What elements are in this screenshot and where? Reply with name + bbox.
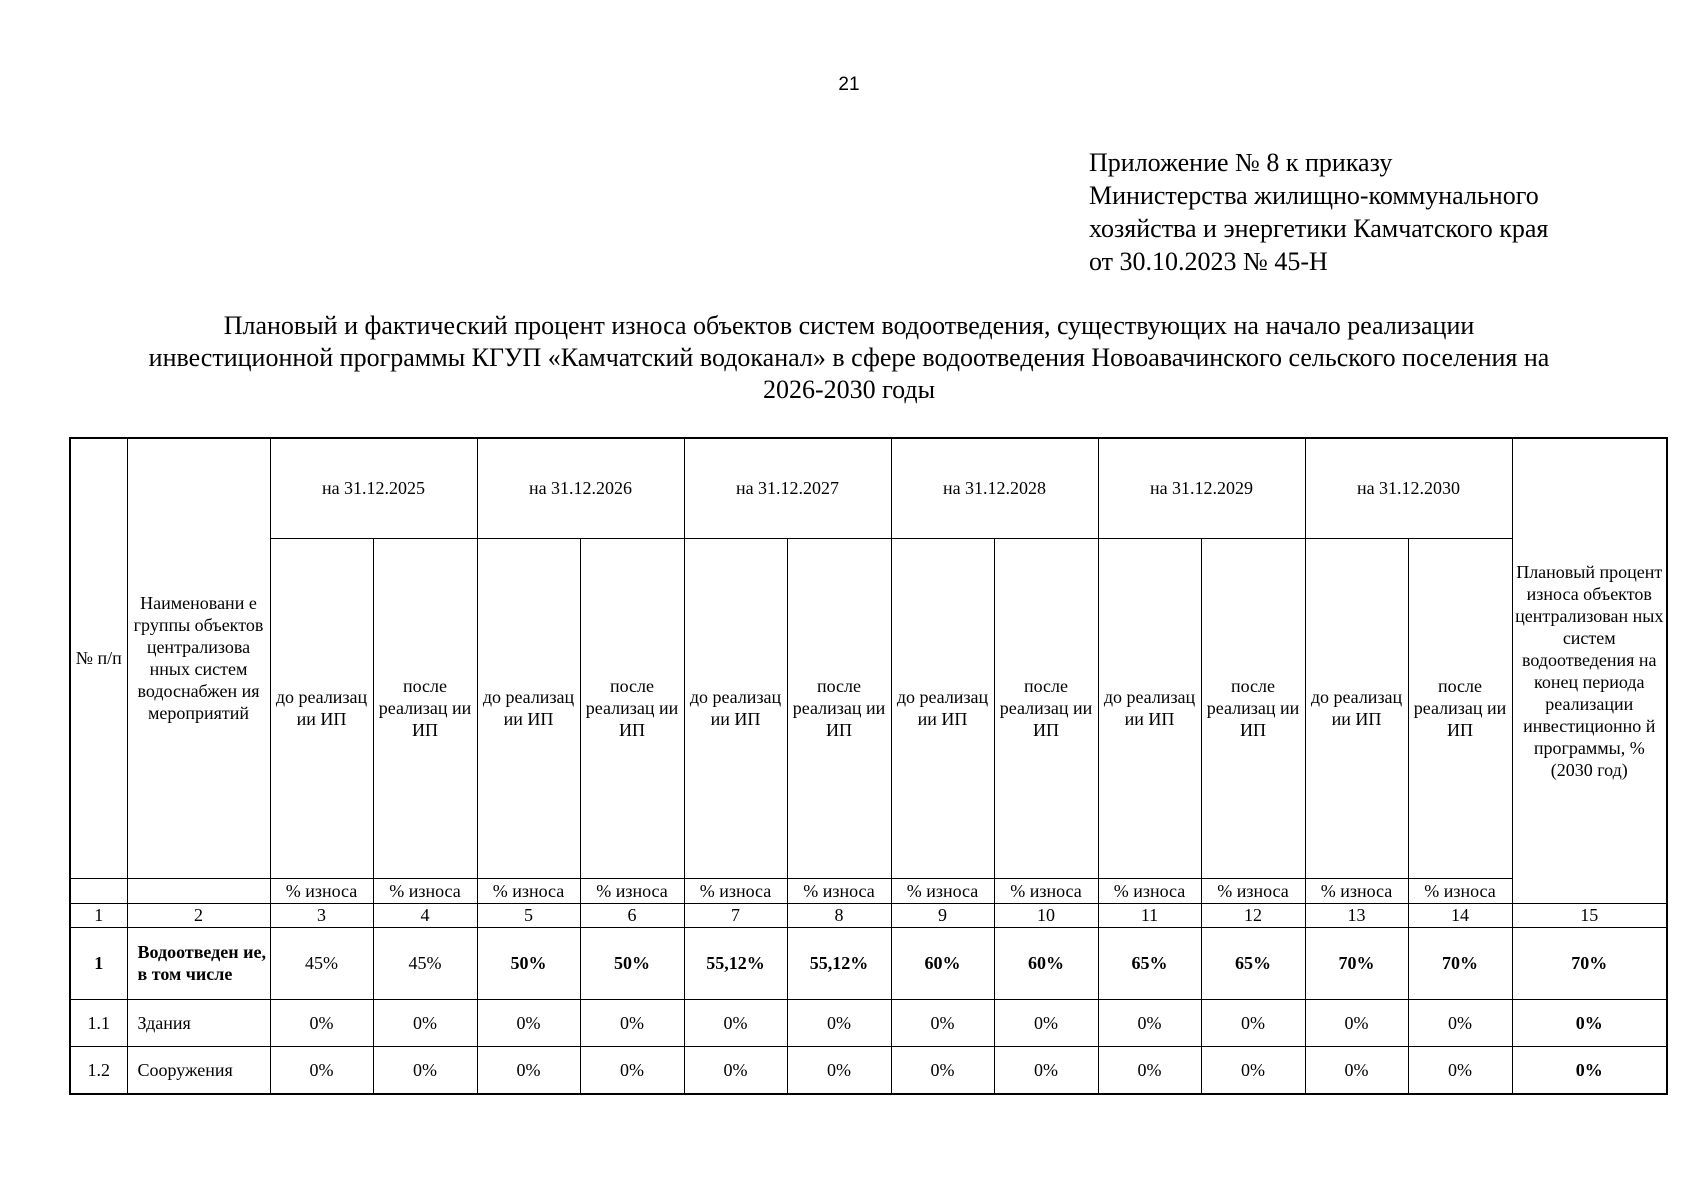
table-row-structures — [70, 1046, 1667, 1094]
value-cell: 0% — [1201, 1046, 1305, 1094]
value-cell: 0% — [787, 999, 891, 1046]
value-cell: 0% — [1408, 1046, 1512, 1094]
column-number: 10 — [994, 903, 1098, 927]
appendix-line-4: от 30.10.2023 № 45-Н — [1089, 247, 1328, 276]
appendix-note — [1089, 146, 1548, 278]
column-number: 12 — [1201, 903, 1305, 927]
appendix-line-1: Приложение № 8 к приказу — [1089, 148, 1393, 177]
value-cell: 65% — [1201, 927, 1305, 999]
column-number: 7 — [684, 903, 787, 927]
value-cell: 0% — [1305, 999, 1408, 1046]
unit-cell: % износа — [994, 878, 1098, 903]
appendix-line-2: Министерства жилищно-коммунального — [1089, 181, 1539, 210]
unit-cell: % износа — [684, 878, 787, 903]
value-cell: 0% — [684, 999, 787, 1046]
final-value-cell: 70% — [1512, 927, 1667, 999]
header-date-2030: на 31.12.2030 — [1305, 438, 1512, 538]
row-number: 1 — [70, 927, 127, 999]
value-cell: 70% — [1305, 927, 1408, 999]
final-value-cell: 0% — [1512, 1046, 1667, 1094]
value-cell: 45% — [373, 927, 477, 999]
header-date-2027: на 31.12.2027 — [684, 438, 891, 538]
value-cell: 0% — [1098, 999, 1201, 1046]
column-number: 5 — [477, 903, 580, 927]
value-cell: 60% — [994, 927, 1098, 999]
value-cell: 0% — [1201, 999, 1305, 1046]
unit-cell: % износа — [787, 878, 891, 903]
column-number: 13 — [1305, 903, 1408, 927]
value-cell: 50% — [580, 927, 684, 999]
value-cell: 0% — [580, 1046, 684, 1094]
column-number: 9 — [891, 903, 994, 927]
header-after: после реализац ии ИП — [1408, 538, 1512, 878]
value-cell: 55,12% — [684, 927, 787, 999]
header-after: после реализац ии ИП — [373, 538, 477, 878]
column-number: 11 — [1098, 903, 1201, 927]
value-cell: 45% — [270, 927, 373, 999]
header-date-2026: на 31.12.2026 — [477, 438, 684, 538]
value-cell: 0% — [891, 999, 994, 1046]
header-after: после реализац ии ИП — [580, 538, 684, 878]
value-cell: 0% — [1305, 1046, 1408, 1094]
row-number: 1.2 — [70, 1046, 127, 1094]
header-after: после реализац ии ИП — [787, 538, 891, 878]
empty-cell — [70, 878, 127, 903]
table-row-sewerage — [70, 927, 1667, 999]
column-number: 14 — [1408, 903, 1512, 927]
document-title — [60, 310, 1638, 406]
unit-cell: % износа — [1201, 878, 1305, 903]
column-number: 2 — [127, 903, 270, 927]
column-number: 15 — [1512, 903, 1667, 927]
value-cell: 0% — [1098, 1046, 1201, 1094]
value-cell: 0% — [891, 1046, 994, 1094]
header-date-2028: на 31.12.2028 — [891, 438, 1098, 538]
unit-cell: % износа — [270, 878, 373, 903]
value-cell: 70% — [1408, 927, 1512, 999]
value-cell: 0% — [580, 999, 684, 1046]
header-col-final: Плановый процент износа объектов централизован ных систем водоотведения на конец периода реализации инвестиционно й программы, % (2030 год) — [1512, 438, 1667, 903]
header-before: до реализац ии ИП — [1305, 538, 1408, 878]
unit-cell: % износа — [373, 878, 477, 903]
unit-cell: % износа — [1098, 878, 1201, 903]
title-line-3: 2026-2030 годы — [762, 375, 936, 404]
column-number: 4 — [373, 903, 477, 927]
unit-cell: % износа — [580, 878, 684, 903]
title-line-1: Плановый и фактический процент износа объектов систем водоотведения, существующих на начало реализации — [223, 311, 1475, 340]
header-before: до реализац ии ИП — [1098, 538, 1201, 878]
value-cell: 0% — [994, 1046, 1098, 1094]
value-cell: 0% — [373, 999, 477, 1046]
unit-cell: % износа — [477, 878, 580, 903]
unit-cell: % износа — [891, 878, 994, 903]
header-before: до реализац ии ИП — [270, 538, 373, 878]
value-cell: 0% — [1408, 999, 1512, 1046]
header-col-no: № п/п — [70, 438, 127, 878]
header-after: после реализац ии ИП — [994, 538, 1098, 878]
header-before: до реализац ии ИП — [477, 538, 580, 878]
header-row-units — [70, 878, 1667, 903]
column-number: 8 — [787, 903, 891, 927]
column-number: 1 — [70, 903, 127, 927]
title-line-2: инвестиционной программы КГУП «Камчатский водоканал» в сфере водоотведения Новоавачинского сельского поселения на — [148, 343, 1550, 372]
row-name: Сооружения — [127, 1046, 270, 1094]
page-number: 21 — [838, 74, 860, 95]
header-row-dates — [70, 438, 1667, 538]
value-cell: 60% — [891, 927, 994, 999]
value-cell: 0% — [270, 1046, 373, 1094]
header-date-2029: на 31.12.2029 — [1098, 438, 1305, 538]
empty-cell — [127, 878, 270, 903]
row-name: Здания — [127, 999, 270, 1046]
appendix-line-3: хозяйства и энергетики Камчатского края — [1089, 214, 1549, 243]
value-cell: 0% — [373, 1046, 477, 1094]
value-cell: 55,12% — [787, 927, 891, 999]
header-after: после реализац ии ИП — [1201, 538, 1305, 878]
value-cell: 0% — [477, 999, 580, 1046]
header-col-name: Наименовани е группы объектов централизова нных систем водоснабжен ия мероприятий — [127, 438, 270, 878]
column-number-row — [70, 903, 1667, 927]
wear-percentage-table — [69, 437, 1668, 1095]
value-cell: 65% — [1098, 927, 1201, 999]
unit-cell: % износа — [1408, 878, 1512, 903]
header-row-subcols — [70, 538, 1667, 878]
unit-cell: % износа — [1305, 878, 1408, 903]
value-cell: 0% — [994, 999, 1098, 1046]
row-number: 1.1 — [70, 999, 127, 1046]
value-cell: 0% — [787, 1046, 891, 1094]
column-number: 6 — [580, 903, 684, 927]
value-cell: 0% — [477, 1046, 580, 1094]
header-before: до реализац ии ИП — [684, 538, 787, 878]
final-value-cell: 0% — [1512, 999, 1667, 1046]
table-row-buildings — [70, 999, 1667, 1046]
value-cell: 50% — [477, 927, 580, 999]
value-cell: 0% — [270, 999, 373, 1046]
header-before: до реализац ии ИП — [891, 538, 994, 878]
value-cell: 0% — [684, 1046, 787, 1094]
header-date-2025: на 31.12.2025 — [270, 438, 477, 538]
row-name: Водоотведен ие, в том числе — [127, 927, 270, 999]
column-number: 3 — [270, 903, 373, 927]
